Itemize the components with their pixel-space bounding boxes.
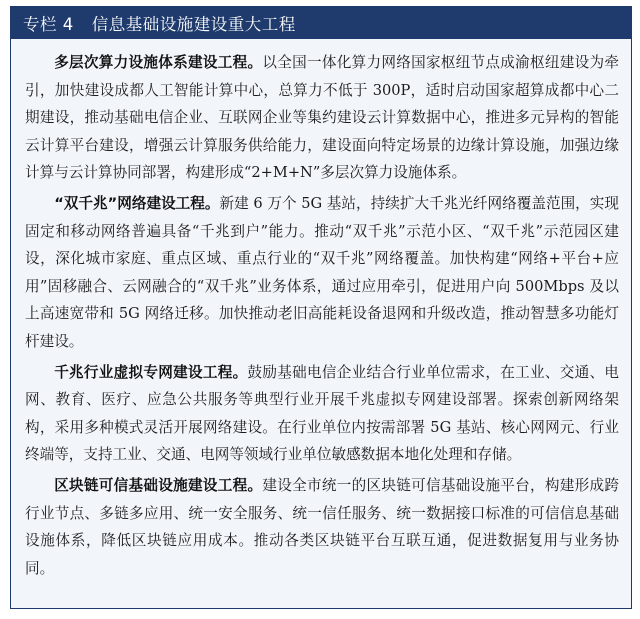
box-title: 信息基础设施建设重大工程 xyxy=(91,15,296,34)
section-heading: 千兆行业虚拟专网建设工程。 xyxy=(54,363,248,381)
section-text: 以全国一体化算力网络国家枢纽节点成渝枢纽建设为牵引，加快建设成都人工智能计算中心，总算力不低于 300P，适时启动国家超算成都中心二期建设，推动基础电信企业、互联网企业等集约建设云计算数据中心，推进多元异构的智能云计算平台建设，增强云计算服务供给能力，建设面向特定场景的边缘计算设施，加强边缘计算与云计算协同部署，构建形成“2+M+N”多层次算力设施体系。 xyxy=(25,54,619,182)
box-tag: 专栏 4 xyxy=(23,15,74,34)
section-gigabit xyxy=(25,190,619,356)
box-header xyxy=(11,7,631,39)
section-compute xyxy=(25,49,619,187)
section-private-network xyxy=(25,359,619,469)
section-heading: 区块链可信基础设施建设工程。 xyxy=(54,476,263,494)
section-heading: “双千兆”网络建设工程。 xyxy=(54,194,220,212)
section-text: 新建 6 万个 5G 基站，持续扩大千兆光纤网络覆盖范围，实现固定和移动网络普遍具备“千兆到户”能力。推动“双千兆”示范小区、“双千兆”示范园区建设，深化城市家庭、重点区域、重点行业的“双千兆”网络覆盖。加快构建“网络+平台+应用”固移融合、云网融合的“双千兆”业务体系，通过应用牵引，促进用户向 500Mbps 及以上高速宽带和 5G 网络迁移。加快推动老旧高能耗设备退网和升级改造，推动智慧多功能灯杆建设。 xyxy=(25,194,619,350)
column-box xyxy=(10,6,632,609)
section-heading: 多层次算力设施体系建设工程。 xyxy=(54,54,263,71)
box-body xyxy=(11,39,631,582)
section-text: 建设全市统一的区块链可信基础设施平台，构建形成跨行业节点、多链多应用、统一安全服务、统一信任服务、统一数据接口标准的可信信息基础设施体系，降低区块链应用成本。推动各类区块链平台互联互通，促进数据复用与业务协同。 xyxy=(25,476,619,577)
section-text: 鼓励基础电信企业结合行业单位需求，在工业、交通、电网、教育、医疗、应急公共服务等典型行业开展千兆虚拟专网建设部署。探索创新网络架构，采用多种模式灵活开展网络建设。在行业单位内按需部署 5G 基站、核心网网元、行业终端等，支持工业、交通、电网等领域行业单位敏感数据本地化处理和存储。 xyxy=(25,363,619,464)
section-blockchain xyxy=(25,472,619,582)
